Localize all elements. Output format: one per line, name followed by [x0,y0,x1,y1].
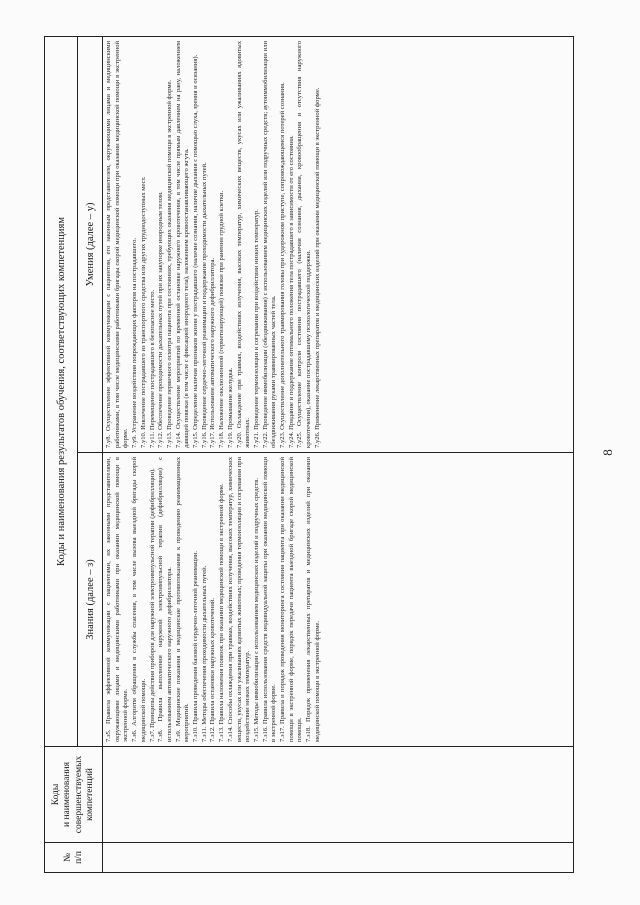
skills-list [103,36,574,452]
cell-competency [103,747,574,843]
header-results: Коды и наименования результатов обучения, соответствующих компетенциям [45,36,78,746]
skill-item: 7.у14. Осуществление мероприятий по временной остановке наружного кровотечения, в том числе прямым давлением на рану, наложением давящей повязки (в том числе с фиксацией инородного тела), наложением кровоостанавливающего жгута. [174,40,191,448]
skill-item: 7.у13. Проведение первичного осмотра пациента при состояниях, требующих оказания медицинской помощи в экстренной форме. [165,79,173,448]
knowledge-list [103,453,574,747]
knowledge-item: 7.з15. Методы иммобилизации с использованием медицинских изделий и подручных средств. [252,477,260,742]
skill-item: 7.у15. Определение наличия признаков жизни у пострадавшего (наличие сознания, наличие дыхания с помощью слуха, зрения и осязания). [192,54,200,448]
skill-item: 7.у8. Осуществление эффективной коммуникации с пациентом, его законным представителем, окружающими лицами и медицинскими работниками, в том числе медицинскими работниками бригады скорой медицинской помощи при оказании медицинской помощи в экстренной форме. [105,40,130,448]
skill-item: 7.у26. Применение лекарственных препаратов и медицинских изделий при оказании медицинской помощи в экстренной форме. [313,87,321,448]
knowledge-item: 7.з17. Правила и порядок проведения мониторинга состояния пациента при оказании медицинской помощи в экстренной форме, порядок передачи пациента выездной бригаде скорой медицинской помощи. [279,457,304,742]
page-number: 8 [600,449,615,456]
knowledge-item: 7.з14. Способы охлаждения при травмах, воздействиях излучения, высоких температур, химических веществ, укусах или ужаливаниях ядовитых животных; проведения термоизоляции и согревания при воздействии низких температур. [226,457,252,742]
knowledge-item: 7.з7. Принципы действия приборов для наружной электроимпульсной терапии (дефибрилляции). [148,468,156,742]
skill-item: 7.у16. Проведение сердечно-легочной реанимации и поддержание проходимости дыхательных путей. [200,162,208,448]
knowledge-item: 7.з11. Методы обеспечения проходимости дыхательных путей. [200,565,208,742]
header-skills: Умения (далее – у) [78,36,103,452]
skill-item: 7.у24. Придание и поддержание оптимального положения тела пострадавшего в зависимости от его состояния. [287,135,295,448]
knowledge-item: 7.з6. Алгоритм обращения в службы спасения, в том числе вызова выездной бригады скорой медицинской помощи. [131,457,147,742]
knowledge-item: 7.з18. Порядок применения лекарственных препаратов и медицинских изделий при оказании медицинской помощи в экстренной форме. [305,457,321,742]
header-competency-codes [45,747,103,843]
knowledge-item: 7.з9. Медицинские показания и медицинские противопоказания к проведению реанимационных мероприятий. [174,457,191,742]
knowledge-item: 7.з13. Правила наложения повязок при оказании медицинской помощи в экстренной форме. [218,483,226,742]
skill-item: 7.у10. Извлечение пострадавшего из транспортного средства или других труднодоступных мест. [139,176,147,448]
knowledge-item: 7.з5. Правила эффективной коммуникации с пациентами, их законными представителями, окружающими лицами и медицинскими работниками при оказании медицинской помощи в экстренной форме. [105,457,130,742]
skill-item: 7.у20. Охлаждение при травмах, воздействиях излучения, высоких температур, химических веществ, укусах или ужаливаниях ядовитых животных. [235,40,252,448]
skill-item: 7.у17. Использование автоматического наружного дефибриллятора. [209,257,217,448]
skill-item: 7.у23. Осуществление дополнительного травмирования головы при судорожном приступе, сопровождающемся потерей сознания. [279,82,287,448]
header-number [45,843,103,873]
skill-item: 7.у22. Проведение иммобилизации (обездвиживания) с использованием медицинских изделий или подручных средств; аутоиммобилизации или обездвиживания руками травмированных частей тела. [261,40,278,448]
knowledge-item: 7.з8. Правила выполнения наружной электроимпульсной терапии (дефибрилляции) с использованием автоматического наружного дефибриллятора. [157,457,173,742]
skill-item: 7.у25. Осуществление контроля состояния пострадавшего (наличия сознания, дыхания, кровообращения и отсутствия наружного кровотечения), оказание пострадавшему психологической поддержки. [296,40,313,448]
header-knowledge: Знания (далее – з) [78,453,103,747]
header-competency-codes-text: Коды и наименования совершенствуемых компетенций [50,755,95,834]
knowledge-item: 7.з10. Правила проведения базовой сердечно-легочной реанимации. [192,550,200,742]
competency-table [44,36,574,873]
skill-item: 7.у21. Проведение термоизоляции и согревания при воздействии низких температур. [252,209,260,448]
cell-number [103,843,574,873]
skill-item: 7.у11. Перемещение пострадавшего в безопасное место. [148,289,156,448]
knowledge-item: 7.з16. Правила использования средств индивидуальной защиты при оказании медицинской помощи в экстренной форме. [261,457,278,742]
skill-item: 7.у19. Промывание желудка. [226,367,234,448]
skill-item: 7.у12. Обеспечение проходимости дыхательных путей при их закупорке инородным телом. [157,191,165,448]
skill-item: 7.у18. Наложение окклюзионной (герметизирующей) повязки при ранении грудной клетки. [218,190,226,448]
skill-item: 7.у9. Устранение воздействия повреждающих факторов на пострадавшего. [131,237,139,448]
header-number-text: № п/п [62,851,84,864]
knowledge-item: 7.з12. Правила остановки наружных кровотечений. [209,597,217,742]
